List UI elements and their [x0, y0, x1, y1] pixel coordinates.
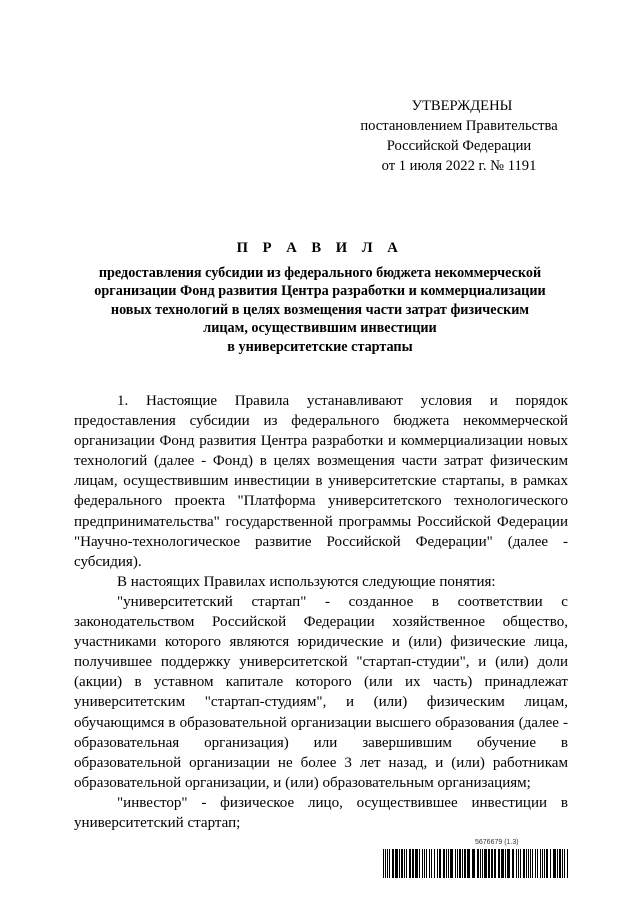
approval-date: от 1 июля 2022 г. № 1191	[381, 158, 537, 174]
approval-line: постановлением Правительства	[360, 118, 558, 134]
paragraph-3: "университетский стартап" - созданное в соответствии с законодательством Российской Федерации хозяйственное общество, участниками которого являются юридические и (или) физические лица, получившее поддержку университетской "стартап-студии", и (или) доли (акции) в уставном капитале которого (или их часть) принадлежат университетским "стартап-студиям", и (или) физическим лицам, обучающимся в образовательной организации высшего образования (далее - образовательная организация) или завершившим обучение в образовательной организации не более 3 лет назад, и (или) работникам образовательной организации, и (или) образовательным организациям;	[74, 593, 568, 791]
barcode-label: 5676679 (1.3)	[475, 839, 519, 846]
paragraph-2: В настоящих Правилах используются следующие понятия:	[117, 573, 496, 590]
subtitle-line: предоставления субсидии из федерального бюджета некоммерческой	[98, 265, 542, 281]
barcode-icon	[383, 849, 568, 878]
approval-stamp	[330, 96, 588, 176]
subtitle-line: в университетские стартапы	[227, 338, 413, 355]
document-title: П Р А В И Л А	[236, 240, 404, 256]
paragraph-4: "инвестор" - физическое лицо, осуществившее инвестиции в университетский стартап;	[74, 794, 568, 831]
approval-heading: УТВЕРЖДЕНЫ	[411, 98, 513, 114]
subtitle-line: лицам, осуществившим инвестиции	[203, 320, 437, 337]
subtitle-line: организации Фонд развития Центра разработки и коммерциализации	[94, 283, 546, 300]
paragraph-1: 1. Настоящие Правила устанавливают условия и порядок предоставления субсидии из федерального бюджета некоммерческой организации Фонд развития Центра разработки и коммерциализации новых технологий (далее - Фонд) в целях возмещения части затрат физическим лицам, осуществившим инвестиции в университетские стартапы, в рамках федерального проекта "Платформа университетского технологического предпринимательства" государственной программы Российской Федерации "Научно-технологическое развитие Российской Федерации" (далее - субсидия).	[74, 393, 568, 570]
subtitle-line: новых технологий в целях возмещения части затрат физическим	[110, 301, 530, 318]
document-subtitle	[70, 264, 570, 356]
document-body	[74, 391, 568, 833]
approval-line: Российской Федерации	[386, 138, 532, 154]
